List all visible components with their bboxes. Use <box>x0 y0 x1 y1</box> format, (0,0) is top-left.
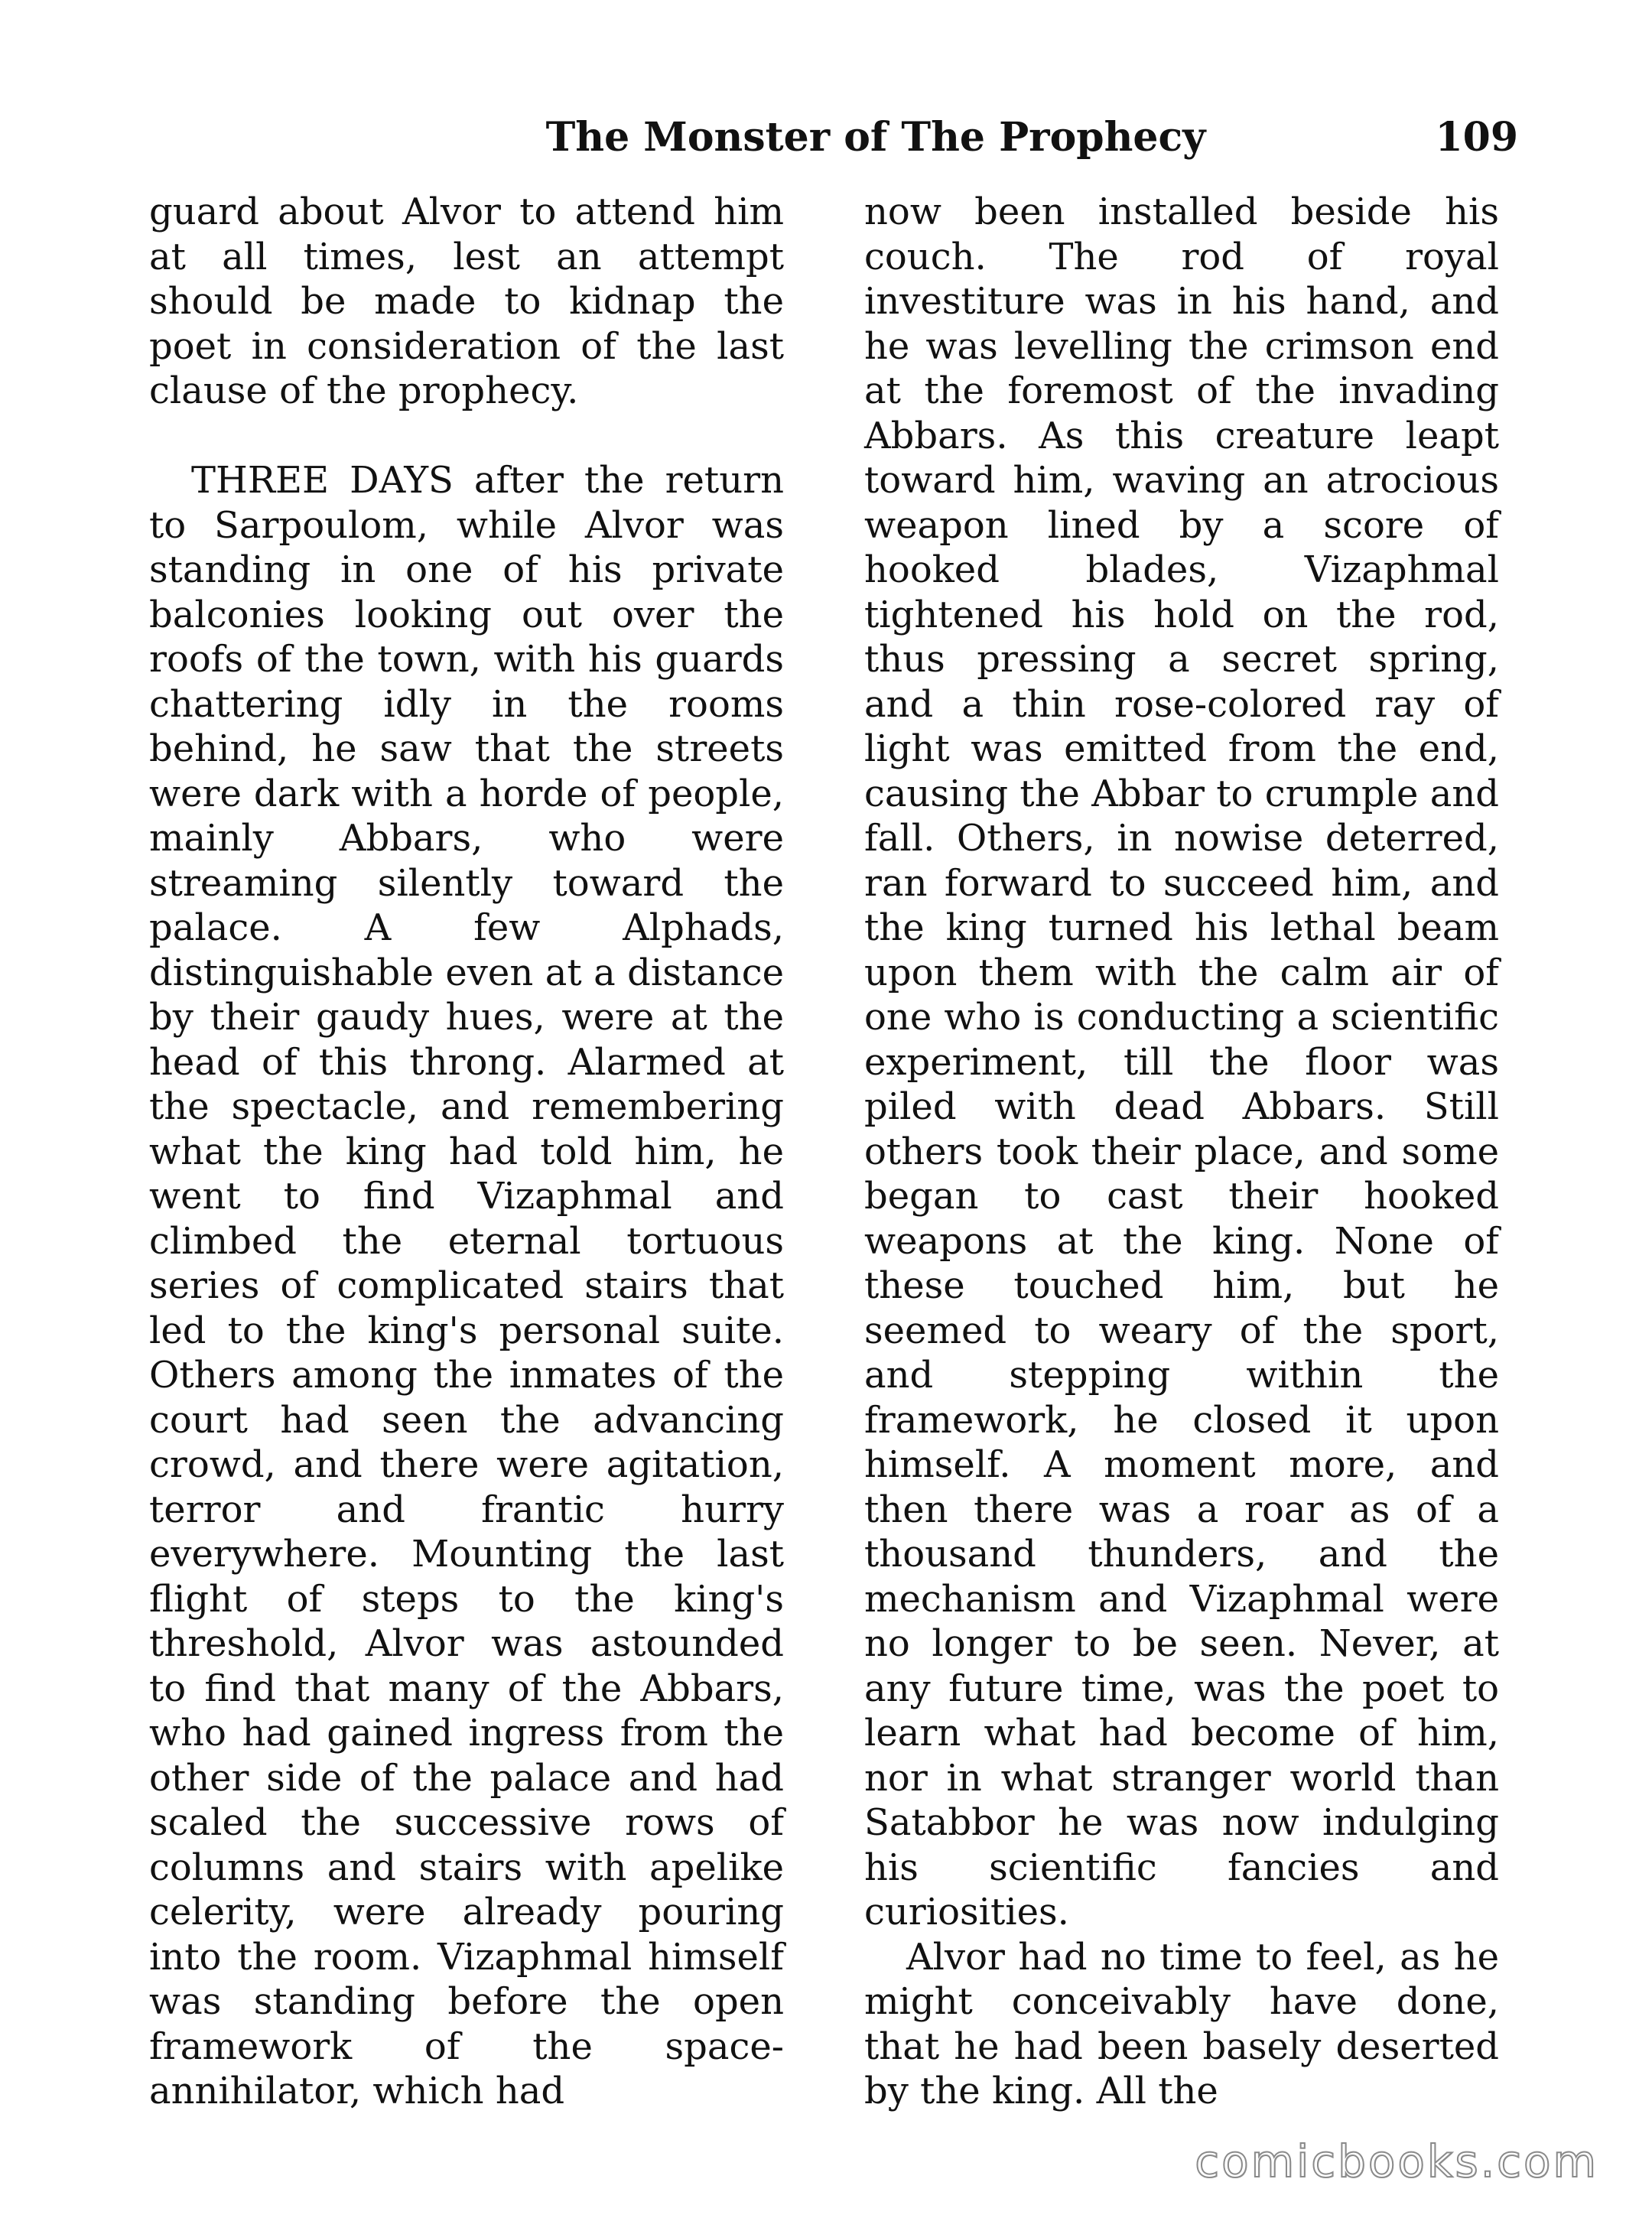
left-column <box>149 190 784 2114</box>
left-paragraph-continued: guard about Alvor to attend him at all times, lest an attempt should be made to kidnap the poet in consideration of the last clause of the prophecy. <box>149 190 784 412</box>
right-paragraph-alvor: Alvor had no time to feel, as he might conceivably have done, that he had been basely deserted by the king. All the <box>864 1935 1499 2112</box>
running-head <box>149 107 1518 168</box>
running-title: The Monster of The Prophecy <box>545 114 1206 161</box>
right-column <box>864 190 1499 2114</box>
page-number: 109 <box>1435 114 1518 161</box>
right-paragraph-continued: now been installed beside his couch. The rod of royal investiture was in his hand, and he was levelling the crimson end at the foremost of the invading Abbars. As this creature leapt toward him, waving an atrocious weapon lined by a score of hooked blades, Vizaphmal tightened his hold on the rod, thus pressing a secret spring, and a thin rose-colored ray of light was emitted from the end, causing the Abbar to crumple and fall. Others, in nowise deterred, ran forward to succeed him, and the king turned his lethal beam upon them with the calm air of one who is conducting a scientific experiment, till the floor was piled with dead Abbars. Still others took their place, and some began to cast their hooked weapons at the king. None of these touched him, but he seemed to weary of the sport, and stepping within the framework, he closed it upon himself. A moment more, and then there was a roar as of a thousand thunders, and the mechanism and Vizaphmal were no longer to be seen. Never, at any future time, was the poet to learn what had become of him, nor in what stranger world than Satabbor he was now indulging his scientific fancies and curiosities. <box>864 190 1499 1933</box>
site-watermark: comicbooks.com <box>1195 2135 1598 2187</box>
left-paragraph-three-days: THREE DAYS after the return to Sarpoulom, while Alvor was standing in one of his private balconies looking out over the roofs of the town, with his guards chattering idly in the rooms behind, he saw that the streets were dark with a horde of people, mainly Abbars, who were streaming silently toward the palace. A few Alphads, distinguishable even at a distance by their gaudy hues, were at the head of this throng. Alarmed at the spectacle, and remembering what the king had told him, he went to find Vizaphmal and climbed the eternal tortuous series of complicated stairs that led to the king's personal suite. Others among the inmates of the court had seen the advancing crowd, and there were agitation, terror and frantic hurry everywhere. Mounting the last flight of steps to the king's threshold, Alvor was astounded to find that many of the Abbars, who had gained ingress from the other side of the palace and had scaled the successive rows of columns and stairs with apelike celerity, were already pouring into the room. Vizaphmal himself was standing before the open framework of the space-annihilator, which had <box>149 459 784 2112</box>
